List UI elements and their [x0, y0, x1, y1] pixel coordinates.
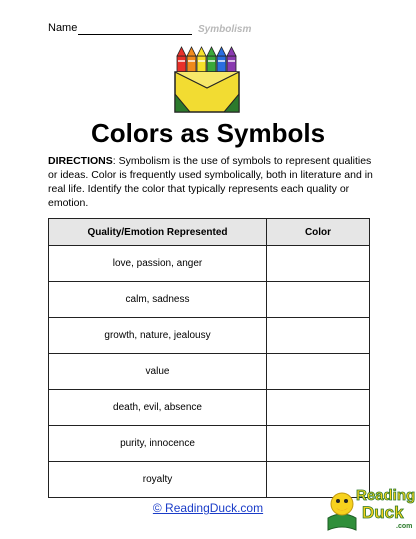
- copyright-link[interactable]: © ReadingDuck.com: [152, 501, 264, 515]
- topic-label: Symbolism: [198, 24, 252, 35]
- crayon-band: [198, 60, 205, 62]
- quality-cell: value: [49, 354, 267, 390]
- crayon-band: [228, 60, 235, 62]
- reading-duck-logo: [322, 478, 416, 532]
- crayon-tip: [197, 47, 206, 56]
- quality-cell: love, passion, anger: [49, 246, 267, 282]
- quality-cell: growth, nature, jealousy: [49, 318, 267, 354]
- name-label: Name: [48, 22, 78, 34]
- logo-text-reading: Reading: [356, 487, 416, 504]
- table-row: [49, 318, 370, 354]
- table-row: [49, 246, 370, 282]
- crayon-band: [218, 60, 225, 62]
- color-answer-cell[interactable]: [267, 426, 370, 462]
- crayon-box-icon: [172, 46, 242, 114]
- logo-text-duck: Duck: [362, 503, 404, 522]
- table-row: [49, 282, 370, 318]
- quality-cell: purity, innocence: [49, 426, 267, 462]
- crayon-tip: [177, 47, 186, 56]
- quality-cell: death, evil, absence: [49, 390, 267, 426]
- table-row: [49, 390, 370, 426]
- logo-text-com: .com: [396, 523, 413, 530]
- header-color: Color: [267, 219, 370, 246]
- crayon-tip: [187, 47, 196, 56]
- name-blank-line[interactable]: [78, 34, 192, 35]
- directions-label: DIRECTIONS: [48, 155, 113, 167]
- crayon-tip: [217, 47, 226, 56]
- crayon-tip: [207, 47, 216, 56]
- page-title: Colors as Symbols: [90, 118, 326, 148]
- table-row: [49, 426, 370, 462]
- header-quality: Quality/Emotion Represented: [49, 219, 267, 246]
- crayon-band: [188, 60, 195, 62]
- crayon-band: [178, 60, 185, 62]
- table-header-row: [49, 219, 370, 246]
- directions-paragraph: [48, 154, 374, 210]
- crayon-tip: [227, 47, 236, 56]
- duck-head-icon: [331, 493, 353, 515]
- color-answer-cell[interactable]: [267, 390, 370, 426]
- directions-text: : Symbolism is the use of symbols to represent qualities or ideas. Color is frequently used symbolically, both in literature and in real life. Identify the color that typically represents each quality or emotion.: [48, 155, 373, 209]
- quality-cell: calm, sadness: [49, 282, 267, 318]
- color-answer-cell[interactable]: [267, 354, 370, 390]
- book-icon: [328, 514, 356, 530]
- color-answer-cell[interactable]: [267, 246, 370, 282]
- quality-cell: royalty: [49, 462, 267, 498]
- crayon-band: [208, 60, 215, 62]
- table-row: [49, 354, 370, 390]
- color-answer-cell[interactable]: [267, 318, 370, 354]
- color-answer-cell[interactable]: [267, 282, 370, 318]
- symbolism-table: [48, 218, 370, 498]
